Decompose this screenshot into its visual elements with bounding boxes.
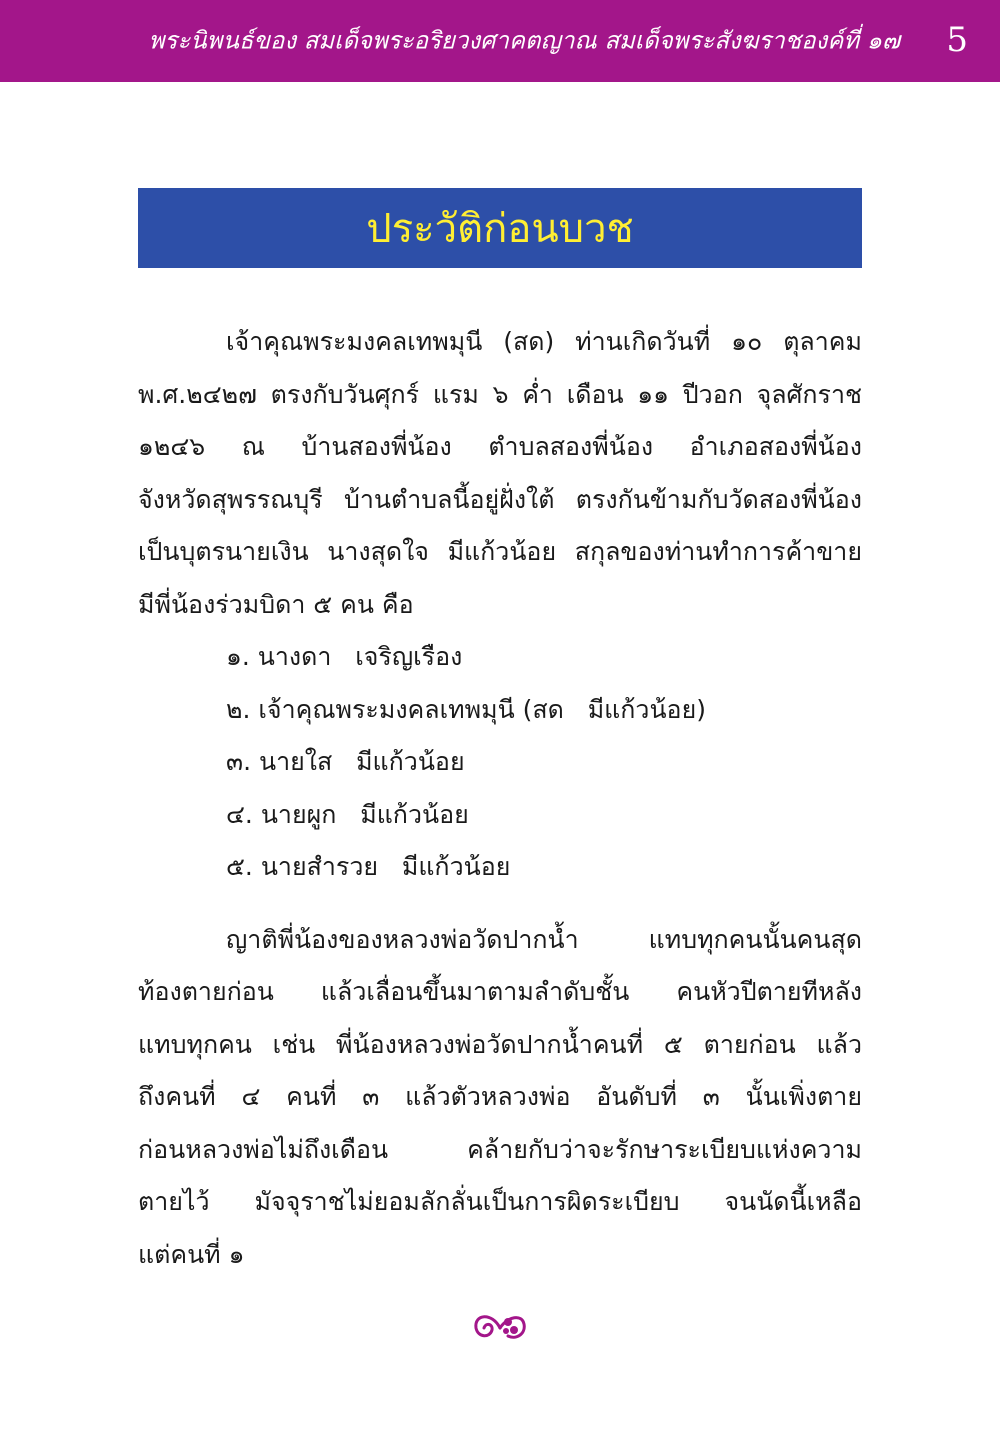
paragraph-1 xyxy=(138,316,862,631)
paragraph-spacer xyxy=(138,894,862,914)
page-number: 5 xyxy=(946,20,968,60)
paragraph-line: ญาติพี่น้องของหลวงพ่อวัดปากน้ำ แทบทุกคนนั้นคนสุด xyxy=(226,924,862,954)
header-bar xyxy=(0,0,1000,82)
paragraph-line: เป็นบุตรนายเงิน นางสุดใจ มีแก้วน้อย สกุลของท่านทำการค้าขาย xyxy=(138,537,862,566)
paragraph-line: ท้องตายก่อน แล้วเลื่อนขึ้นมาตามลำดับชั้น คนหัวปีตายทีหลัง xyxy=(138,977,862,1006)
list-item: ๕. นายสำรวย มีแก้วน้อย xyxy=(226,852,511,881)
list-item: ๑. นางดา เจริญเรือง xyxy=(226,642,463,671)
sibling-list xyxy=(138,631,862,894)
paragraph-line: ถึงคนที่ ๔ คนที่ ๓ แล้วตัวหลวงพ่อ อันดับที่ ๓ นั้นเพิ่งตาย xyxy=(138,1082,862,1111)
paragraph-line: แต่คนที่ ๑ xyxy=(138,1239,245,1269)
list-item: ๒. เจ้าคุณพระมงคลเทพมุนี (สด มีแก้วน้อย) xyxy=(226,694,706,724)
running-header-title: พระนิพนธ์ของ สมเด็จพระอริยวงศาคตญาณ สมเด็จพระสังฆราชองค์ที่ ๑๗ xyxy=(148,26,900,55)
section-title: ประวัติก่อนบวช xyxy=(366,206,634,252)
paragraph-line: มีพี่น้องร่วมบิดา ๕ คน คือ xyxy=(138,589,414,619)
section-banner xyxy=(138,188,862,268)
paragraph-line: เจ้าคุณพระมงคลเทพมุนี (สด) ท่านเกิดวันที่ ๑๐ ตุลาคม xyxy=(226,327,862,356)
paragraph-line: ๑๒๔๖ ณ บ้านสองพี่น้อง ตำบลสองพี่น้อง อำเภอสองพี่น้อง xyxy=(138,432,862,461)
paragraph-line: แทบทุกคน เช่น พี่น้องหลวงพ่อวัดปากน้ำคนที่ ๕ ตายก่อน แล้ว xyxy=(138,1029,862,1059)
paragraph-2 xyxy=(138,914,862,1282)
paragraph-line: ก่อนหลวงพ่อไม่ถึงเดือน คล้ายกับว่าจะรักษาระเบียบแห่งความ xyxy=(138,1134,862,1164)
flourish-ornament-icon xyxy=(470,1308,530,1344)
list-item: ๓. นายใส มีแก้วน้อย xyxy=(226,747,465,776)
paragraph-line: จังหวัดสุพรรณบุรี บ้านตำบลนี้อยู่ฝั่งใต้ ตรงกันข้ามกับวัดสองพี่น้อง xyxy=(138,484,862,514)
list-item: ๔. นายผูก มีแก้วน้อย xyxy=(226,799,469,829)
paragraph-line: ตายไว้ มัจจุราชไม่ยอมลักลั่นเป็นการผิดระเบียบ จนนัดนี้เหลือ xyxy=(138,1187,862,1216)
body-content xyxy=(138,316,862,1281)
paragraph-line: พ.ศ.๒๔๒๗ ตรงกับวันศุกร์ แรม ๖ ค่ำ เดือน ๑๑ ปีวอก จุลศักราช xyxy=(138,379,862,409)
